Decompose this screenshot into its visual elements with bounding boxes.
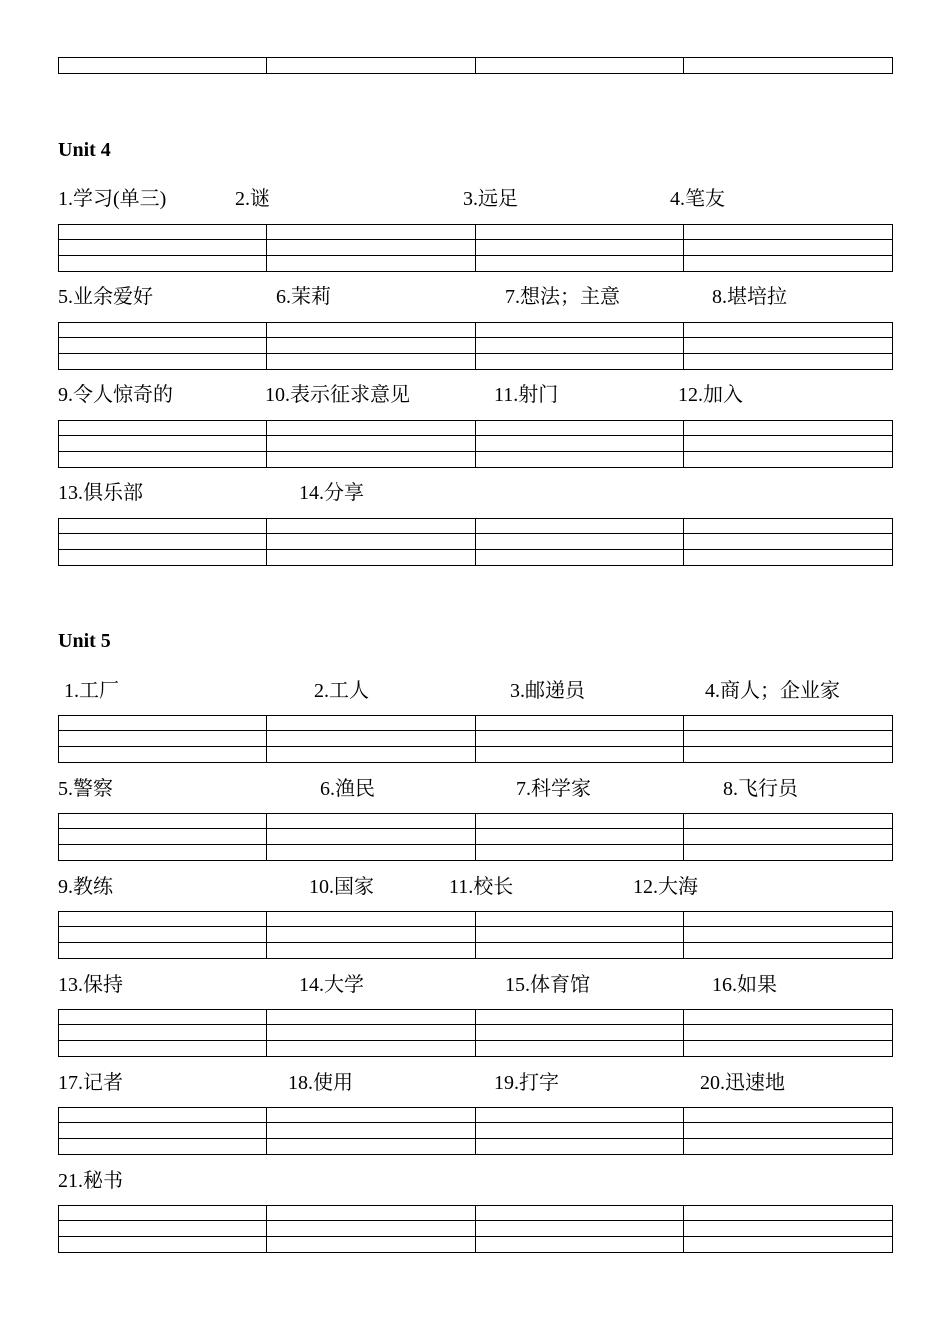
writing-cell xyxy=(684,943,892,958)
writing-cell xyxy=(59,814,267,829)
writing-cell xyxy=(476,716,684,731)
writing-cell xyxy=(684,58,892,73)
top-writing-grid xyxy=(58,57,893,74)
writing-cell xyxy=(267,225,475,240)
vocab-item: 2.谜 xyxy=(235,188,270,210)
writing-cell xyxy=(267,354,475,369)
writing-cell xyxy=(476,436,684,451)
vocab-item: 12.加入 xyxy=(678,384,743,406)
writing-cell xyxy=(267,323,475,338)
writing-cell xyxy=(684,927,892,942)
writing-cell xyxy=(59,225,267,240)
vocab-item: 11.校长 xyxy=(449,876,514,898)
writing-cell xyxy=(684,912,892,927)
writing-cell xyxy=(476,550,684,565)
vocab-item: 9.教练 xyxy=(58,876,113,898)
writing-cell xyxy=(476,1139,684,1154)
writing-cell xyxy=(476,421,684,436)
vocab-item: 20.迅速地 xyxy=(700,1072,785,1094)
writing-cell xyxy=(684,716,892,731)
vocab-item: 5.警察 xyxy=(58,778,113,800)
vocab-item: 15.体育馆 xyxy=(505,974,590,996)
vocab-item: 9.令人惊奇的 xyxy=(58,384,173,406)
writing-cell xyxy=(59,519,267,534)
writing-cell xyxy=(684,421,892,436)
writing-cell xyxy=(267,943,475,958)
writing-cell xyxy=(476,225,684,240)
vocab-item: 3.远足 xyxy=(463,188,518,210)
unit-4-title: Unit 4 xyxy=(58,139,111,161)
vocab-item: 8.飞行员 xyxy=(723,778,798,800)
writing-cell xyxy=(59,829,267,844)
vocab-item: 10.国家 xyxy=(309,876,374,898)
writing-cell xyxy=(267,1025,475,1040)
writing-cell xyxy=(476,1010,684,1025)
writing-cell xyxy=(59,338,267,353)
vocab-item: 18.使用 xyxy=(288,1072,353,1094)
writing-cell xyxy=(684,1139,892,1154)
writing-cell xyxy=(684,1010,892,1025)
writing-cell xyxy=(267,58,475,73)
writing-cell xyxy=(684,240,892,255)
writing-cell xyxy=(684,550,892,565)
writing-cell xyxy=(59,912,267,927)
writing-cell xyxy=(684,814,892,829)
writing-cell xyxy=(267,1221,475,1236)
writing-cell xyxy=(267,550,475,565)
writing-cell xyxy=(267,240,475,255)
writing-grid xyxy=(58,420,893,468)
writing-cell xyxy=(267,927,475,942)
writing-cell xyxy=(476,323,684,338)
writing-cell xyxy=(684,845,892,860)
writing-cell xyxy=(267,452,475,467)
writing-cell xyxy=(59,256,267,271)
writing-cell xyxy=(684,338,892,353)
writing-cell xyxy=(267,1041,475,1056)
writing-cell xyxy=(684,1108,892,1123)
vocab-item: 21.秘书 xyxy=(58,1170,123,1192)
writing-cell xyxy=(59,845,267,860)
vocab-item: 2.工人 xyxy=(314,680,369,702)
writing-cell xyxy=(476,354,684,369)
writing-cell xyxy=(59,1108,267,1123)
writing-grid xyxy=(58,1009,893,1057)
writing-grid xyxy=(58,518,893,566)
writing-cell xyxy=(59,747,267,762)
vocab-item: 1.学习(单三) xyxy=(58,188,167,210)
writing-grid xyxy=(58,1205,893,1253)
writing-cell xyxy=(59,1123,267,1138)
writing-cell xyxy=(684,323,892,338)
writing-cell xyxy=(267,1108,475,1123)
vocab-item: 6.渔民 xyxy=(320,778,375,800)
writing-cell xyxy=(267,829,475,844)
writing-cell xyxy=(59,354,267,369)
writing-cell xyxy=(267,912,475,927)
vocab-item: 8.堪培拉 xyxy=(712,286,787,308)
vocab-item: 14.分享 xyxy=(299,482,364,504)
vocab-item: 4.商人；企业家 xyxy=(705,680,840,702)
writing-cell xyxy=(267,436,475,451)
writing-cell xyxy=(59,323,267,338)
writing-cell xyxy=(59,1139,267,1154)
writing-cell xyxy=(267,747,475,762)
writing-cell xyxy=(59,240,267,255)
writing-cell xyxy=(59,1025,267,1040)
vocab-item: 6.茉莉 xyxy=(276,286,331,308)
writing-cell xyxy=(267,534,475,549)
writing-cell xyxy=(476,1221,684,1236)
writing-grid xyxy=(58,715,893,763)
vocab-item: 16.如果 xyxy=(712,974,777,996)
writing-cell xyxy=(684,519,892,534)
writing-cell xyxy=(59,436,267,451)
writing-cell xyxy=(267,338,475,353)
writing-grid xyxy=(58,224,893,272)
writing-cell xyxy=(267,1237,475,1252)
vocab-item: 7.科学家 xyxy=(516,778,591,800)
writing-cell xyxy=(267,1139,475,1154)
writing-cell xyxy=(59,1237,267,1252)
writing-cell xyxy=(267,814,475,829)
writing-cell xyxy=(684,731,892,746)
writing-cell xyxy=(684,747,892,762)
writing-cell xyxy=(684,436,892,451)
vocab-item: 5.业余爱好 xyxy=(58,286,153,308)
writing-cell xyxy=(684,1206,892,1221)
writing-cell xyxy=(476,240,684,255)
vocab-item: 12.大海 xyxy=(633,876,698,898)
vocab-item: 10.表示征求意见 xyxy=(265,384,410,406)
writing-cell xyxy=(59,731,267,746)
writing-cell xyxy=(267,421,475,436)
writing-cell xyxy=(476,256,684,271)
writing-cell xyxy=(476,1041,684,1056)
writing-cell xyxy=(59,452,267,467)
writing-cell xyxy=(267,519,475,534)
writing-cell xyxy=(59,1041,267,1056)
writing-cell xyxy=(684,1221,892,1236)
writing-cell xyxy=(684,534,892,549)
writing-cell xyxy=(476,1025,684,1040)
vocab-item: 19.打字 xyxy=(494,1072,559,1094)
writing-cell xyxy=(476,338,684,353)
writing-cell xyxy=(476,519,684,534)
vocab-item: 1.工厂 xyxy=(64,680,119,702)
writing-cell xyxy=(684,1041,892,1056)
writing-cell xyxy=(476,747,684,762)
writing-cell xyxy=(267,845,475,860)
writing-cell xyxy=(684,1025,892,1040)
writing-cell xyxy=(684,225,892,240)
writing-cell xyxy=(59,550,267,565)
vocab-item: 17.记者 xyxy=(58,1072,123,1094)
writing-cell xyxy=(476,58,684,73)
writing-cell xyxy=(476,1123,684,1138)
vocab-item: 14.大学 xyxy=(299,974,364,996)
vocab-item: 7.想法；主意 xyxy=(505,286,620,308)
writing-cell xyxy=(59,927,267,942)
writing-cell xyxy=(476,534,684,549)
writing-cell xyxy=(476,912,684,927)
writing-cell xyxy=(59,421,267,436)
writing-cell xyxy=(476,452,684,467)
writing-cell xyxy=(476,731,684,746)
writing-cell xyxy=(59,1221,267,1236)
writing-cell xyxy=(267,716,475,731)
vocab-item: 4.笔友 xyxy=(670,188,725,210)
writing-cell xyxy=(684,256,892,271)
writing-cell xyxy=(59,943,267,958)
vocab-item: 3.邮递员 xyxy=(510,680,585,702)
writing-grid xyxy=(58,1107,893,1155)
writing-cell xyxy=(267,1010,475,1025)
writing-cell xyxy=(267,731,475,746)
writing-cell xyxy=(476,829,684,844)
writing-cell xyxy=(59,58,267,73)
writing-cell xyxy=(476,927,684,942)
vocab-item: 11.射门 xyxy=(494,384,559,406)
unit-5-title: Unit 5 xyxy=(58,630,111,652)
writing-cell xyxy=(59,1010,267,1025)
writing-cell xyxy=(476,1108,684,1123)
writing-cell xyxy=(59,1206,267,1221)
writing-cell xyxy=(59,534,267,549)
writing-cell xyxy=(476,814,684,829)
writing-grid xyxy=(58,322,893,370)
writing-cell xyxy=(476,1237,684,1252)
writing-cell xyxy=(684,1123,892,1138)
writing-cell xyxy=(59,716,267,731)
writing-grid xyxy=(58,911,893,959)
writing-cell xyxy=(267,256,475,271)
writing-cell xyxy=(476,1206,684,1221)
writing-cell xyxy=(476,943,684,958)
writing-cell xyxy=(684,1237,892,1252)
writing-cell xyxy=(476,845,684,860)
writing-cell xyxy=(267,1123,475,1138)
writing-cell xyxy=(684,354,892,369)
writing-cell xyxy=(684,452,892,467)
writing-cell xyxy=(684,829,892,844)
vocab-item: 13.保持 xyxy=(58,974,123,996)
writing-cell xyxy=(267,1206,475,1221)
writing-grid xyxy=(58,813,893,861)
vocab-item: 13.俱乐部 xyxy=(58,482,143,504)
